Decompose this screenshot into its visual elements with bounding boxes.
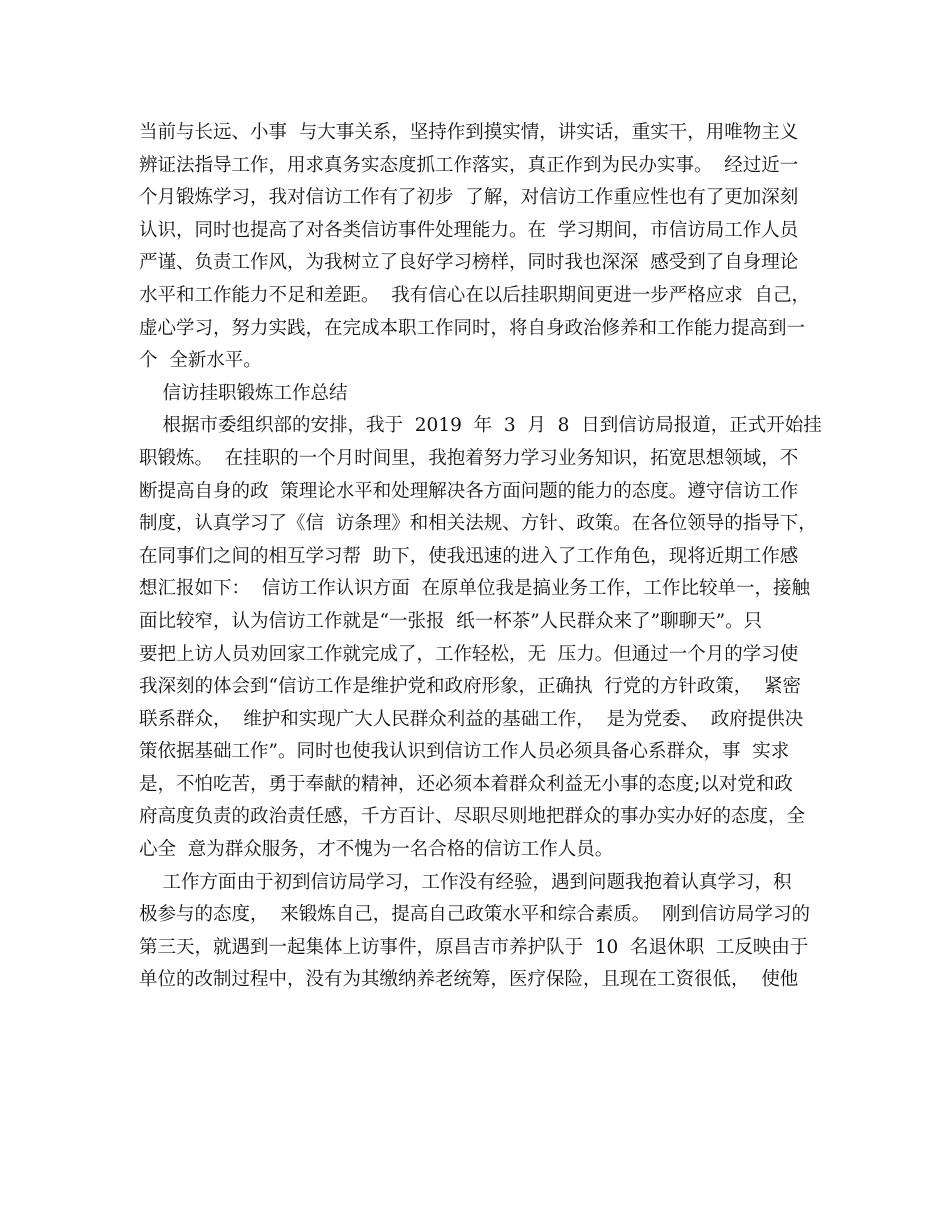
text-line: 我深刻的体会到“信访工作是维护党和政府形象，正确执 行党的方针政策， 紧密 (139, 676, 801, 698)
text-line: 水平和工作能力不足和差距。 我有信心在以后挂职期间更进一步严格应求 自己， (139, 284, 811, 306)
text-line: 想汇报如下： 信访工作认识方面 在原单位我是搞业务工作，工作比较单一，接触 (139, 578, 811, 600)
text-line: 当前与长远、小事 与大事关系，坚持作到摸实情，讲实话，重实干，用唯物主义 (139, 122, 799, 143)
text-line: 工作方面由于初到信访局学习，工作没有经验，遇到问题我抱着认真学习，积 (139, 871, 792, 893)
text-line: 认识，同时也提高了对各类信访事件处理能力。在 学习期间，市信访局工作人员 (139, 219, 799, 241)
text-line: 制度，认真学习了《信 访条理》和相关法规、方针、政策。在各位领导的指导下， (139, 513, 817, 535)
text-line: 要把上访人员劝回家工作就完成了，工作轻松，无 压力。但通过一个月的学习使 (139, 643, 799, 665)
text-line: 虚心学习，努力实践，在完成本职工作同时，将自身政治修养和工作能力提高到一 (139, 317, 806, 339)
document-body (139, 117, 822, 997)
text-line: 府高度负责的政治责任感，千方百计、尽职尽则地把群众的事办实办好的态度，全 (139, 806, 806, 828)
text-line: 个 全新水平。 (139, 350, 262, 372)
text-line: 根据市委组织部的安排，我于 2019 年 3 月 8 日到信访局报道，正式开始挂 (139, 415, 822, 437)
text-line: 在同事们之间的相互学习帮 助下，使我迅速的进入了工作角色，现将近期工作感 (139, 545, 799, 567)
text-line: 心全 意为群众服务，才不愧为一名合格的信访工作人员。 (139, 839, 614, 861)
text-line: 策依据基础工作”。同时也使我认识到信访工作人员必须具备心系群众，事 实求 (139, 741, 790, 763)
text-line: 第三天，就遇到一起集体上访事件，原昌吉市养护队于 10 名退休职 工反映由于 (139, 936, 809, 958)
text-line: 严谨、负责工作风，为我树立了良好学习榜样，同时我也深深 感受到了自身理论 (139, 252, 799, 274)
text-line: 职锻炼。 在挂职的一个月时间里，我抱着努力学习业务知识，拓宽思想领域，不 (139, 447, 799, 469)
text-line: 单位的改制过程中，没有为其缴纳养老统筹，医疗保险，且现在工资很低， 使他 (139, 969, 799, 991)
section-title: 信访挂职锻炼工作总结 (139, 382, 348, 404)
text-line: 面比较窄，认为信访工作就是“一张报 纸一杯茶”人民群众来了”聊聊天”。只 (139, 610, 763, 632)
text-line: 联系群众， 维护和实现广大人民群众利益的基础工作， 是为党委、 政府提供决 (139, 708, 804, 730)
text-line: 个月锻炼学习，我对信访工作有了初步 了解，对信访工作重应性也有了更加深刻 (139, 187, 799, 209)
text-line: 是，不怕吃苦，勇于奉献的精神，还必须本着群众利益无小事的态度;以对党和政 (139, 773, 793, 795)
text-line: 极参与的态度， 来锻炼自己，提高自己政策水平和综合素质。 刚到信访局学习的 (139, 904, 811, 926)
text-line: 辨证法指导工作，用求真务实态度抓工作落实，真正作到为民办实事。 经过近一 (139, 154, 799, 176)
text-line: 断提高自身的政 策理论水平和处理解决各方面问题的能力的态度。遵守信访工作 (139, 480, 799, 502)
